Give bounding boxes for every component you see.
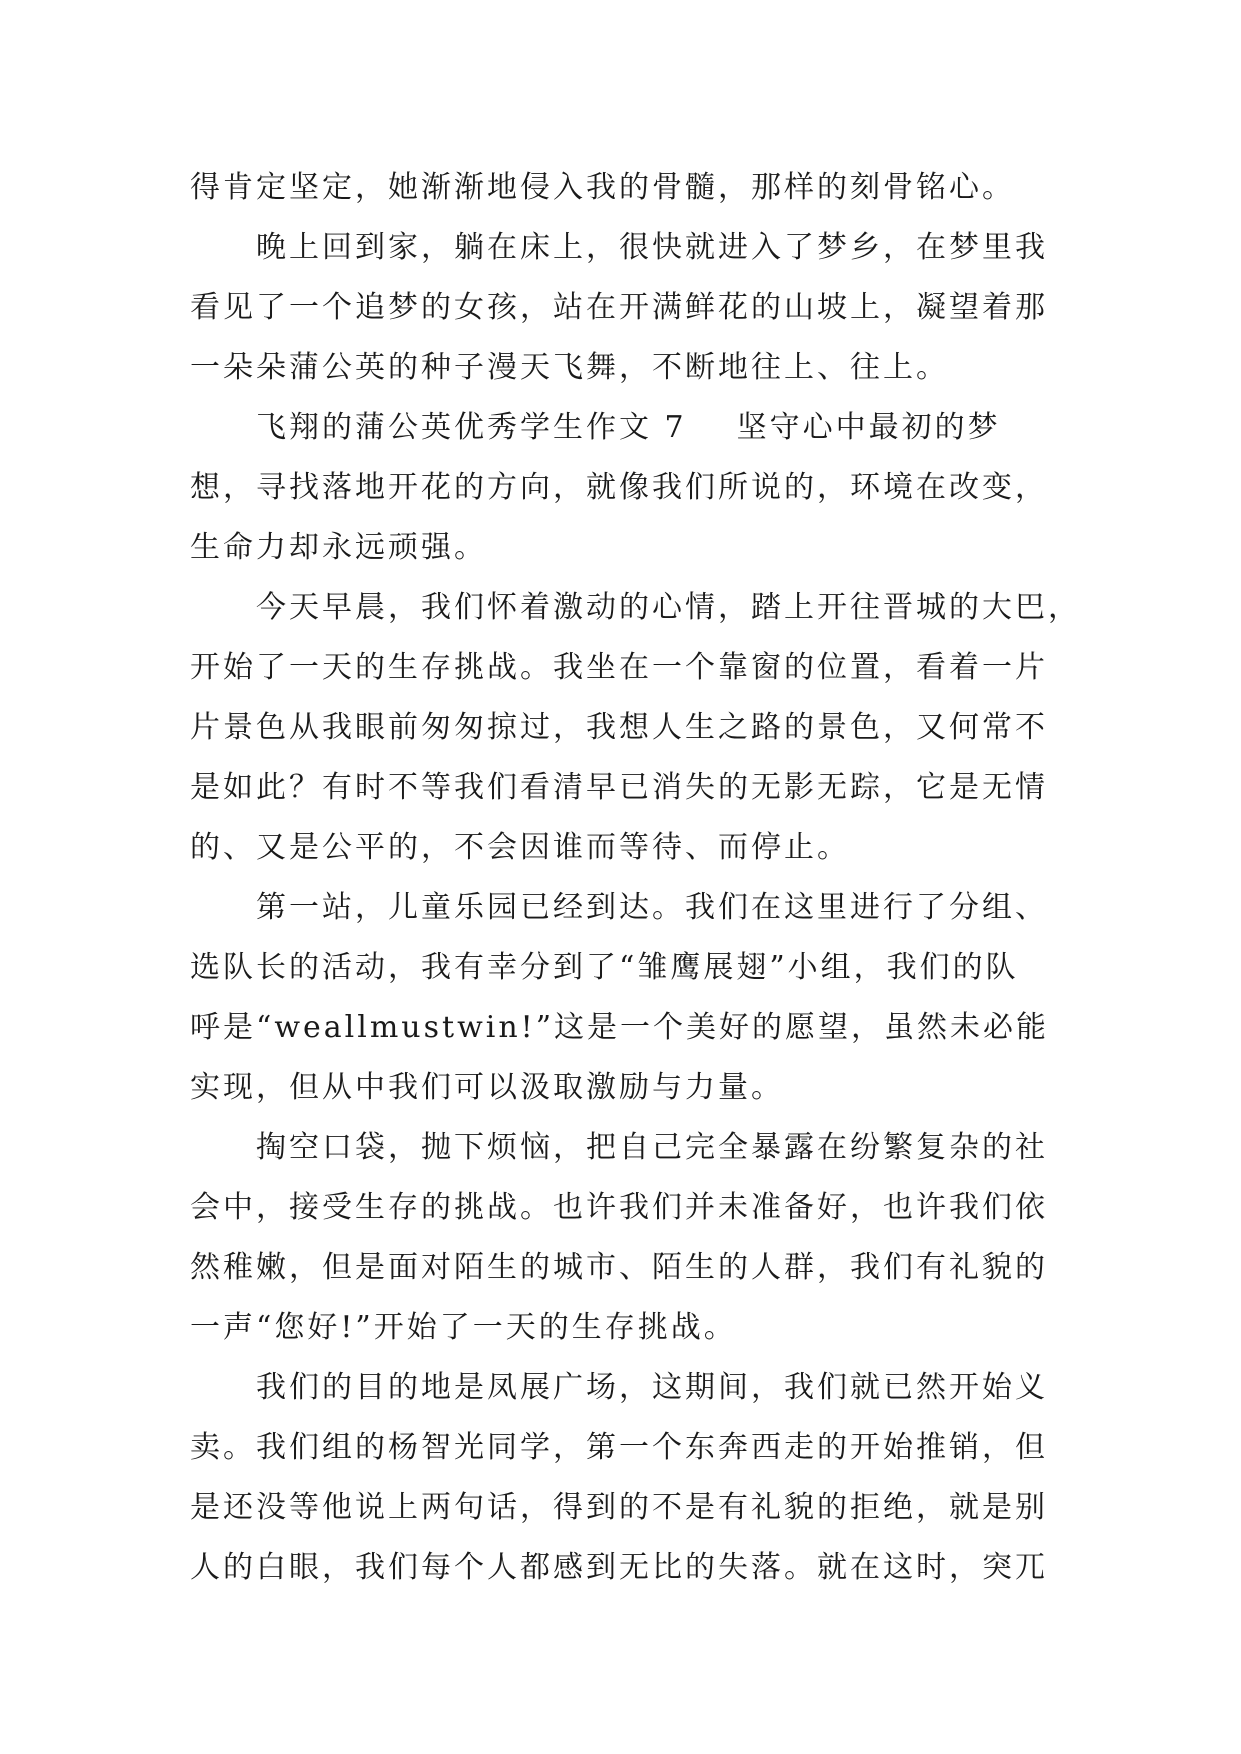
- text-line: 会中，接受生存的挑战。也许我们并未准备好，也许我们依: [190, 1190, 1048, 1225]
- text-line: 片景色从我眼前匆匆掠过，我想人生之路的景色，又何常不: [190, 710, 1048, 745]
- text-line: 掏空口袋，抛下烦恼，把自己完全暴露在纷繁复杂的社: [256, 1130, 1048, 1165]
- heading-tail: 坚守心中最初的梦: [736, 410, 1001, 445]
- text-line: 然稚嫩，但是面对陌生的城市、陌生的人群，我们有礼貌的: [190, 1250, 1048, 1285]
- text-line: 晚上回到家，躺在床上，很快就进入了梦乡，在梦里我: [256, 230, 1048, 265]
- text-line: 今天早晨，我们怀着激动的心情，踏上开往晋城的大巴，: [256, 590, 1081, 625]
- text-line: 一朵朵蒲公英的种子漫天飞舞，不断地往上、往上。: [190, 350, 949, 385]
- text-line: 看见了一个追梦的女孩，站在开满鲜花的山坡上，凝望着那: [190, 290, 1048, 325]
- text-line: 想，寻找落地开花的方向，就像我们所说的，环境在改变，: [190, 470, 1048, 505]
- text-line: 选队长的活动，我有幸分到了“雏鹰展翅”小组，我们的队: [190, 950, 1019, 985]
- text-line: 得肯定坚定，她渐渐地侵入我的骨髓，那样的刻骨铭心。: [190, 170, 1015, 205]
- text-line: 是如此？有时不等我们看清早已消失的无影无踪，它是无情: [190, 770, 1048, 805]
- text-line: 呼是“weallmustwin!”这是一个美好的愿望，虽然未必能: [190, 1010, 1050, 1045]
- essay-heading: 飞翔的蒲公英优秀学生作文 7: [256, 410, 687, 445]
- text-line: 第一站，儿童乐园已经到达。我们在这里进行了分组、: [256, 890, 1048, 925]
- text-line: 卖。我们组的杨智光同学，第一个东奔西走的开始推销，但: [190, 1430, 1048, 1465]
- essay-heading-line: [190, 398, 1050, 458]
- text-line: 人的白眼，我们每个人都感到无比的失落。就在这时，突兀: [190, 1550, 1048, 1585]
- text-line: 实现，但从中我们可以汲取激励与力量。: [190, 1070, 784, 1105]
- text-line: 开始了一天的生存挑战。我坐在一个靠窗的位置，看着一片: [190, 650, 1048, 685]
- essay-body: [190, 158, 1081, 1598]
- text-line: 是还没等他说上两句话，得到的不是有礼貌的拒绝，就是别: [190, 1490, 1048, 1525]
- text-line: 一声“您好!”开始了一天的生存挑战。: [190, 1310, 737, 1345]
- text-line: 的、又是公平的，不会因谁而等待、而停止。: [190, 830, 850, 865]
- text-line: 我们的目的地是凤展广场，这期间，我们就已然开始义: [256, 1370, 1048, 1405]
- text-line: 生命力却永远顽强。: [190, 530, 487, 565]
